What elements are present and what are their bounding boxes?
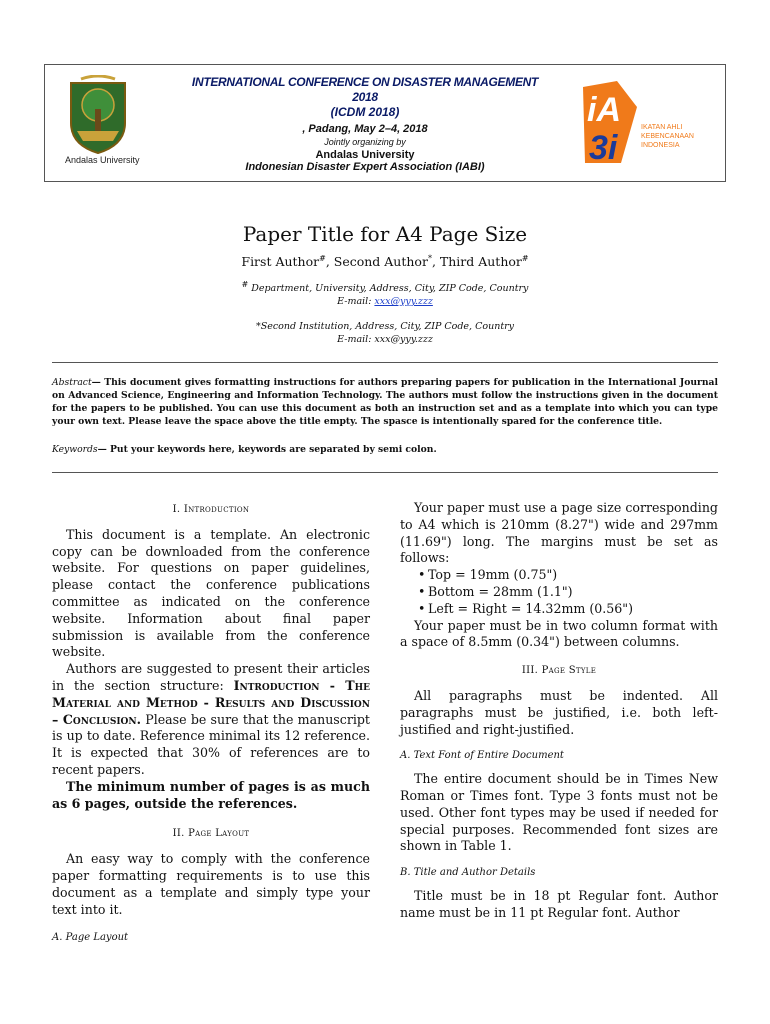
paragraph: An easy way to comply with the conference paper formatting requirements is to use this document as a template and simply type your text into it. xyxy=(52,851,370,917)
logo-caption: Andalas University xyxy=(65,155,140,165)
svg-text:iA: iA xyxy=(587,91,621,129)
paragraph: The entire document should be in Times New Roman or Times font. Type 3 fonts must not be used. Other font types may be used if needed for special purposes. Recommended font sizes are shown in Table 1. xyxy=(400,771,718,854)
author-2: Second Author xyxy=(333,254,428,270)
divider xyxy=(52,472,718,473)
affiliation-1 xyxy=(0,278,770,308)
paragraph: Your paper must be in two column format with a space of 8.5mm (0.34") between columns. xyxy=(400,617,718,650)
paragraph: This document is a template. An electronic copy can be downloaded from the conference website. For questions on paper guidelines, please contact the conference publications committee as indicated on the conference website. Information about final paper submission is available from the conference website. xyxy=(52,526,370,660)
keywords-lead: Keywords xyxy=(52,444,98,455)
subsection-heading: A. Page Layout xyxy=(52,932,129,944)
paragraph: All paragraphs must be indented. All paragraphs must be justified, i.e. both left-justified and right-justified. xyxy=(400,687,718,737)
iabi-logo xyxy=(577,77,717,167)
conference-info xyxy=(185,75,545,173)
andalas-university-logo xyxy=(63,75,133,155)
abstract-text: — This document gives formatting instructions for authors preparing papers for publication in the International Journal on Advanced Science, Engineering and Information Technology. The authors must follow the instructions given in the document for the papers to be published. You can use this document as both an instruction set and as a template into which you can type your own text. Please leave the space above the title empty. The spasce is intentionally spared for the conference title. xyxy=(52,377,718,427)
conference-short-name: (ICDM 2018) xyxy=(330,105,400,119)
conference-title: INTERNATIONAL CONFERENCE ON DISASTER MANAGEMENT 2018 xyxy=(191,75,539,104)
conference-place-date: , Padang, May 2–4, 2018 xyxy=(302,123,428,135)
author-separator: , xyxy=(325,254,334,270)
subsection-heading: A. Text Font of Entire Document xyxy=(400,750,564,762)
margin-list xyxy=(400,567,718,617)
jointly-organized: Jointly organizing by xyxy=(324,137,406,147)
left-column xyxy=(52,496,370,953)
section-heading: III. Page Style xyxy=(521,665,597,677)
author-separator: , xyxy=(431,254,440,270)
iabi-tagline-2: KEBENCANAAN xyxy=(641,133,694,140)
affiliation-2 xyxy=(0,320,770,346)
paragraph-text: Authors are suggested to present their articles in the section structure: xyxy=(52,661,370,693)
author-line xyxy=(0,254,770,269)
iabi-tagline-1: IKATAN AHLI xyxy=(641,124,683,131)
keywords-text: — Put your keywords here, keywords are separated by semi colon. xyxy=(97,444,437,455)
affiliation-1-text: Department, University, Address, City, ZIP Code, Country xyxy=(248,283,529,295)
section-heading: II. Page Layout xyxy=(172,828,250,840)
keywords xyxy=(52,444,718,455)
author-3: Third Author xyxy=(439,254,522,270)
affiliation-2-email: E-mail: xxx@yyy.zzz xyxy=(337,334,433,345)
affiliation-1-mark: # xyxy=(241,280,249,289)
affiliation-2-text: *Second Institution, Address, City, ZIP Code, Country xyxy=(255,321,515,332)
author-1: First Author xyxy=(241,254,320,270)
organizer-university: Andalas University xyxy=(315,149,415,161)
email-link[interactable]: xxx@yyy.zzz xyxy=(374,296,433,308)
paragraph-text: Please be sure that the manuscript is up to date. Reference minimal its 12 reference. It is expected that 30% of references are to recent papers. xyxy=(52,711,370,777)
organizer-iabi: Indonesian Disaster Expert Association (IABI) xyxy=(245,161,485,173)
abstract xyxy=(52,376,718,428)
iabi-tagline-3: INDONESIA xyxy=(641,142,680,149)
email-label: E-mail: xyxy=(337,296,375,308)
author-2-mark: * xyxy=(427,254,432,263)
abstract-lead: Abstract xyxy=(52,377,92,388)
conference-header xyxy=(44,64,726,182)
paragraph: Your paper must use a page size corresponding to A4 which is 210mm (8.27") wide and 297mm (11.69") long. The margins must be set as follows: xyxy=(400,500,718,566)
author-3-mark: # xyxy=(521,254,529,263)
paper-title: Paper Title for A4 Page Size xyxy=(242,222,528,246)
list-item: • Left = Right = 14.32mm (0.56") xyxy=(428,601,718,618)
right-column xyxy=(400,496,718,922)
list-item: • Top = 19mm (0.75") xyxy=(428,567,718,584)
paragraph xyxy=(52,661,370,779)
bold-paragraph: The minimum number of pages is as much as 6 pages, outside the references. xyxy=(52,778,370,811)
author-1-mark: # xyxy=(319,254,326,263)
paragraph: Title must be in 18 pt Regular font. Author name must be in 11 pt Regular font. Author xyxy=(400,887,718,920)
section-structure: Introduction - The Material and Method - Results and Discussion – Conclusion. xyxy=(52,677,371,727)
divider xyxy=(52,362,718,363)
svg-text:3i: 3i xyxy=(589,129,618,167)
list-item: • Bottom = 28mm (1.1") xyxy=(428,584,718,601)
subsection-heading: B. Title and Author Details xyxy=(400,867,536,879)
section-heading: I. Introduction xyxy=(172,504,250,515)
